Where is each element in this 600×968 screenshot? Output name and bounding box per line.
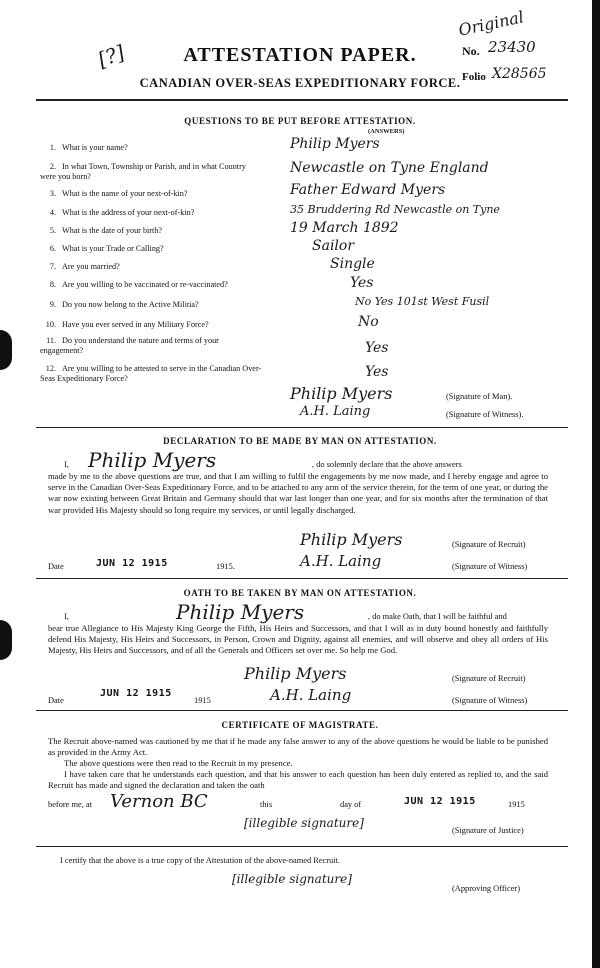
- oath-prefix: I,: [64, 612, 69, 621]
- punch-hole: [0, 330, 12, 370]
- declaration-recruit-signature: Philip Myers: [300, 530, 403, 549]
- approving-signature: [illegible signature]: [232, 872, 352, 886]
- declaration-year: 1915.: [216, 562, 235, 571]
- question-4: [40, 208, 194, 218]
- folio-label: Folio: [462, 71, 486, 83]
- folio-value: X28565: [492, 66, 547, 82]
- question-5: [40, 226, 162, 236]
- question-6: [40, 244, 164, 254]
- answer-12: Yes: [365, 364, 389, 380]
- question-text: In what Town, Township or Parish, and in what Country were you born?: [40, 162, 246, 181]
- answer-6: Sailor: [312, 238, 355, 254]
- question-number: 12.: [45, 364, 56, 373]
- questions-heading: QUESTIONS TO BE PUT BEFORE ATTESTATION.: [184, 116, 416, 126]
- oath-date-stamp: JUN 12 1915: [100, 688, 172, 699]
- question-number: 8.: [49, 280, 56, 289]
- oath-text: bear true Allegiance to His Majesty King George the Fifth, His Heirs and Successors, and that I will as in duty bound honestly and faithfully defend His Majesty, His Heirs and Successors, in Person, Crown and Dignity, against all enemies, and will observe and obey all orders of His Majesty, His Heirs and Successors, and of all the Generals and Officers set over me. So help me God.: [48, 623, 548, 656]
- certificate-heading: CERTIFICATE OF MAGISTRATE.: [221, 720, 379, 730]
- answer-9: No Yes 101st West Fusil: [355, 295, 490, 308]
- answer-4: 35 Bruddering Rd Newcastle on Tyne: [290, 203, 500, 216]
- question-number: 7.: [49, 262, 56, 271]
- declaration-date-label: Date: [48, 562, 64, 571]
- question-12: [40, 364, 276, 384]
- oath-recruit-signature: Philip Myers: [244, 664, 347, 683]
- approving-label: (Approving Officer): [452, 884, 520, 893]
- answers-label: (ANSWERS): [368, 128, 405, 135]
- answer-7: Single: [330, 256, 375, 272]
- certificate-text-2: The above questions were then read to the Recruit in my presence.: [64, 758, 293, 768]
- section-rule: [36, 578, 568, 579]
- question-text: What is your name?: [62, 143, 128, 152]
- section-rule: [36, 710, 568, 711]
- corner-mark: [?]: [94, 40, 128, 72]
- question-1: [40, 143, 128, 153]
- question-text: What is your Trade or Calling?: [62, 244, 164, 253]
- question-number: 6.: [49, 244, 56, 253]
- answer-11: Yes: [365, 340, 389, 356]
- answer-1: Philip Myers: [290, 136, 380, 152]
- document-subtitle: CANADIAN OVER-SEAS EXPEDITIONARY FORCE.: [139, 76, 461, 90]
- question-number: 9.: [49, 300, 56, 309]
- question-text: Have you ever served in any Military Force?: [62, 320, 209, 329]
- title-rule: [36, 99, 568, 101]
- oath-witness-label: (Signature of Witness): [452, 696, 528, 705]
- question-text: What is the date of your birth?: [62, 226, 163, 235]
- question-number: 10.: [45, 320, 56, 329]
- original-label: Original: [456, 7, 526, 40]
- question-number: 11.: [46, 336, 56, 345]
- section-rule: [36, 427, 568, 428]
- scan-edge-right: [592, 0, 600, 968]
- section-rule: [36, 846, 568, 847]
- declaration-witness-signature: A.H. Laing: [300, 552, 382, 570]
- question-8: [40, 280, 228, 290]
- question-text: What is the name of your next-of-kin?: [62, 189, 188, 198]
- certificate-date-stamp: JUN 12 1915: [404, 796, 476, 807]
- question-number: 3.: [49, 189, 56, 198]
- question-11: [40, 336, 260, 356]
- certificate-place: Vernon BC: [110, 791, 208, 812]
- question-10: [40, 320, 209, 330]
- justice-signature-label: (Signature of Justice): [452, 826, 524, 835]
- document-title: ATTESTATION PAPER.: [183, 44, 417, 66]
- declaration-witness-label: (Signature of Witness): [452, 562, 528, 571]
- answer-3: Father Edward Myers: [290, 182, 446, 198]
- answer-2: Newcastle on Tyne England: [290, 160, 489, 176]
- oath-name: Philip Myers: [176, 600, 305, 624]
- man-signature-label: (Signature of Man).: [446, 392, 513, 401]
- declaration-name: Philip Myers: [88, 448, 217, 472]
- question-text: Do you now belong to the Active Militia?: [62, 300, 199, 309]
- question-number: 1.: [49, 143, 56, 152]
- question-number: 2.: [49, 162, 56, 171]
- question-text: Are you willing to be attested to serve in the Canadian Over-Seas Expeditionary Force?: [40, 364, 262, 383]
- declaration-heading: DECLARATION TO BE MADE BY MAN ON ATTESTATION.: [163, 436, 437, 446]
- punch-hole: [0, 620, 12, 660]
- question-text: Are you married?: [62, 262, 120, 271]
- witness-signature-label: (Signature of Witness).: [446, 410, 524, 419]
- oath-recruit-label: (Signature of Recruit): [452, 674, 526, 683]
- oath-date-label: Date: [48, 696, 64, 705]
- number-label: No.: [462, 44, 480, 58]
- declaration-recruit-label: (Signature of Recruit): [452, 540, 526, 549]
- question-text: Are you willing to be vaccinated or re-vaccinated?: [62, 280, 228, 289]
- question-number: 4.: [49, 208, 56, 217]
- oath-heading: OATH TO BE TAKEN BY MAN ON ATTESTATION.: [183, 588, 417, 598]
- witness-signature: A.H. Laing: [300, 404, 371, 419]
- declaration-text-start: , do solemnly declare that the above answers: [312, 460, 462, 469]
- number-value: 23430: [488, 38, 536, 56]
- certificate-year: 1915: [508, 800, 525, 809]
- question-7: [40, 262, 120, 272]
- declaration-prefix: I,: [64, 460, 69, 469]
- question-text: Do you understand the nature and terms of your engagement?: [40, 336, 219, 355]
- oath-text-start: , do make Oath, that I will be faithful and: [368, 612, 507, 621]
- justice-signature: [illegible signature]: [244, 816, 364, 830]
- certificate-text-1: The Recruit above-named was cautioned by me that if he made any false answer to any of the above questions he would be liable to be punished as provided in the Army Act.: [48, 736, 548, 758]
- declaration-text: made by me to the above questions are true, and that I am willing to fulfil the engagements by me now made, and I hereby engage and agree to serve in the Canadian Over-Seas Expeditionary Force, and to be attached to any arm of the service therein, for the term of one year, or during the war now existing between Great Britain and Germany should that war last longer than one year, and for six months after the termination of that war provided His Majesty should so long require my services, or until legally discharged.: [48, 471, 548, 515]
- question-number: 5.: [49, 226, 56, 235]
- question-3: [40, 189, 188, 199]
- oath-witness-signature: A.H. Laing: [270, 686, 352, 704]
- question-text: What is the address of your next-of-kin?: [62, 208, 195, 217]
- certificate-before-me: before me, at: [48, 800, 92, 809]
- answer-10: No: [358, 314, 379, 330]
- oath-year: 1915: [194, 696, 211, 705]
- question-2: [40, 162, 260, 182]
- certify-text: I certify that the above is a true copy of the Attestation of the above-named Recruit.: [60, 856, 340, 865]
- declaration-date-stamp: JUN 12 1915: [96, 558, 168, 569]
- answer-5: 19 March 1892: [290, 220, 399, 236]
- certificate-this: this: [260, 800, 273, 809]
- certificate-text-3: I have taken care that he understands each question, and that his answer to each question has been duly entered as replied to, and the said Recruit has made and signed the declaration and taken the oath: [48, 769, 548, 791]
- question-9: [40, 300, 199, 310]
- answer-8: Yes: [350, 275, 374, 291]
- certificate-day-of: day of: [340, 800, 362, 809]
- man-signature: Philip Myers: [290, 384, 393, 403]
